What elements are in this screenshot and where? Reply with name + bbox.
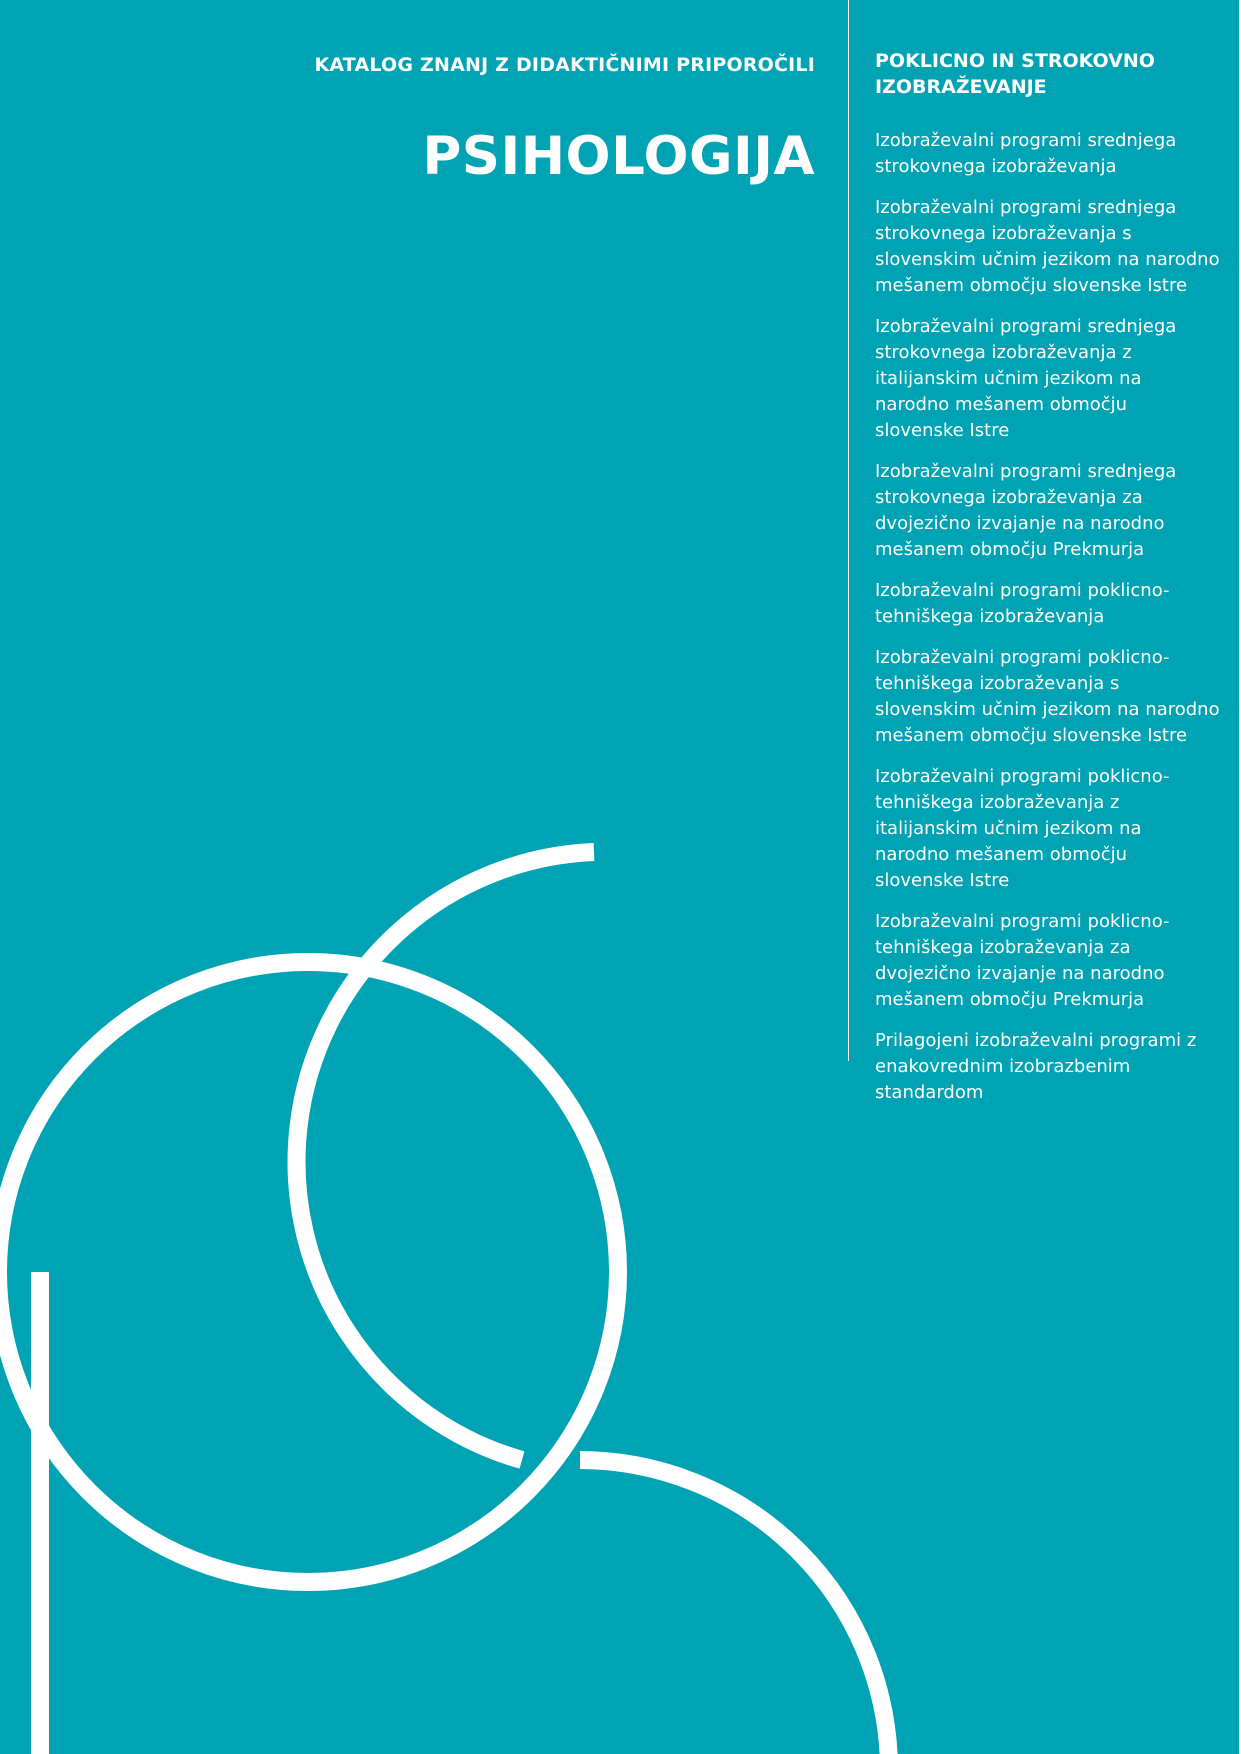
program-item: Izobraževalni programi srednjega strokovnega izobraževanja [875, 130, 1177, 177]
program-item: Izobraževalni programi poklicno-tehniškega izobraževanja z italijanskim učnim jezikom na narodno mešanem območju slovenske Istre [875, 766, 1170, 891]
program-item: Prilagojeni izobraževalni programi z enakovrednim izobrazbenim standardom [875, 1030, 1197, 1103]
program-item: Izobraževalni programi poklicno-tehniškega izobraževanja [875, 580, 1170, 627]
page-title: PSIHOLOGIJA [422, 126, 815, 187]
program-item: Izobraževalni programi srednjega strokovnega izobraževanja za dvojezično izvajanje na narodno mešanem območju Prekmurja [875, 461, 1177, 560]
program-item: Izobraževalni programi poklicno-tehniškega izobraževanja s slovenskim učnim jezikom na narodno mešanem območju slovenske Istre [875, 647, 1220, 746]
lower-arc [580, 1460, 889, 1754]
sidebar-heading-line-2: IZOBRAŽEVANJE [875, 76, 1047, 98]
upper-arc [297, 852, 594, 1460]
sidebar-heading-line-1: POKLICNO IN STROKOVNO [875, 50, 1155, 72]
catalog-supertitle: KATALOG ZNANJ Z DIDAKTIČNIMI PRIPOROČILI [314, 54, 815, 76]
program-item: Izobraževalni programi srednjega strokovnega izobraževanja z italijanskim učnim jezikom na narodno mešanem območju slovenske Istre [875, 316, 1177, 441]
program-item: Izobraževalni programi srednjega strokovnega izobraževanja s slovenskim učnim jezikom na narodno mešanem območju slovenske Istre [875, 197, 1220, 296]
program-item: Izobraževalni programi poklicno-tehniškega izobraževanja za dvojezično izvajanje na narodno mešanem območju Prekmurja [875, 911, 1170, 1010]
sidebar [875, 48, 1220, 1121]
program-list [875, 128, 1220, 1106]
sidebar-heading [875, 48, 1220, 100]
